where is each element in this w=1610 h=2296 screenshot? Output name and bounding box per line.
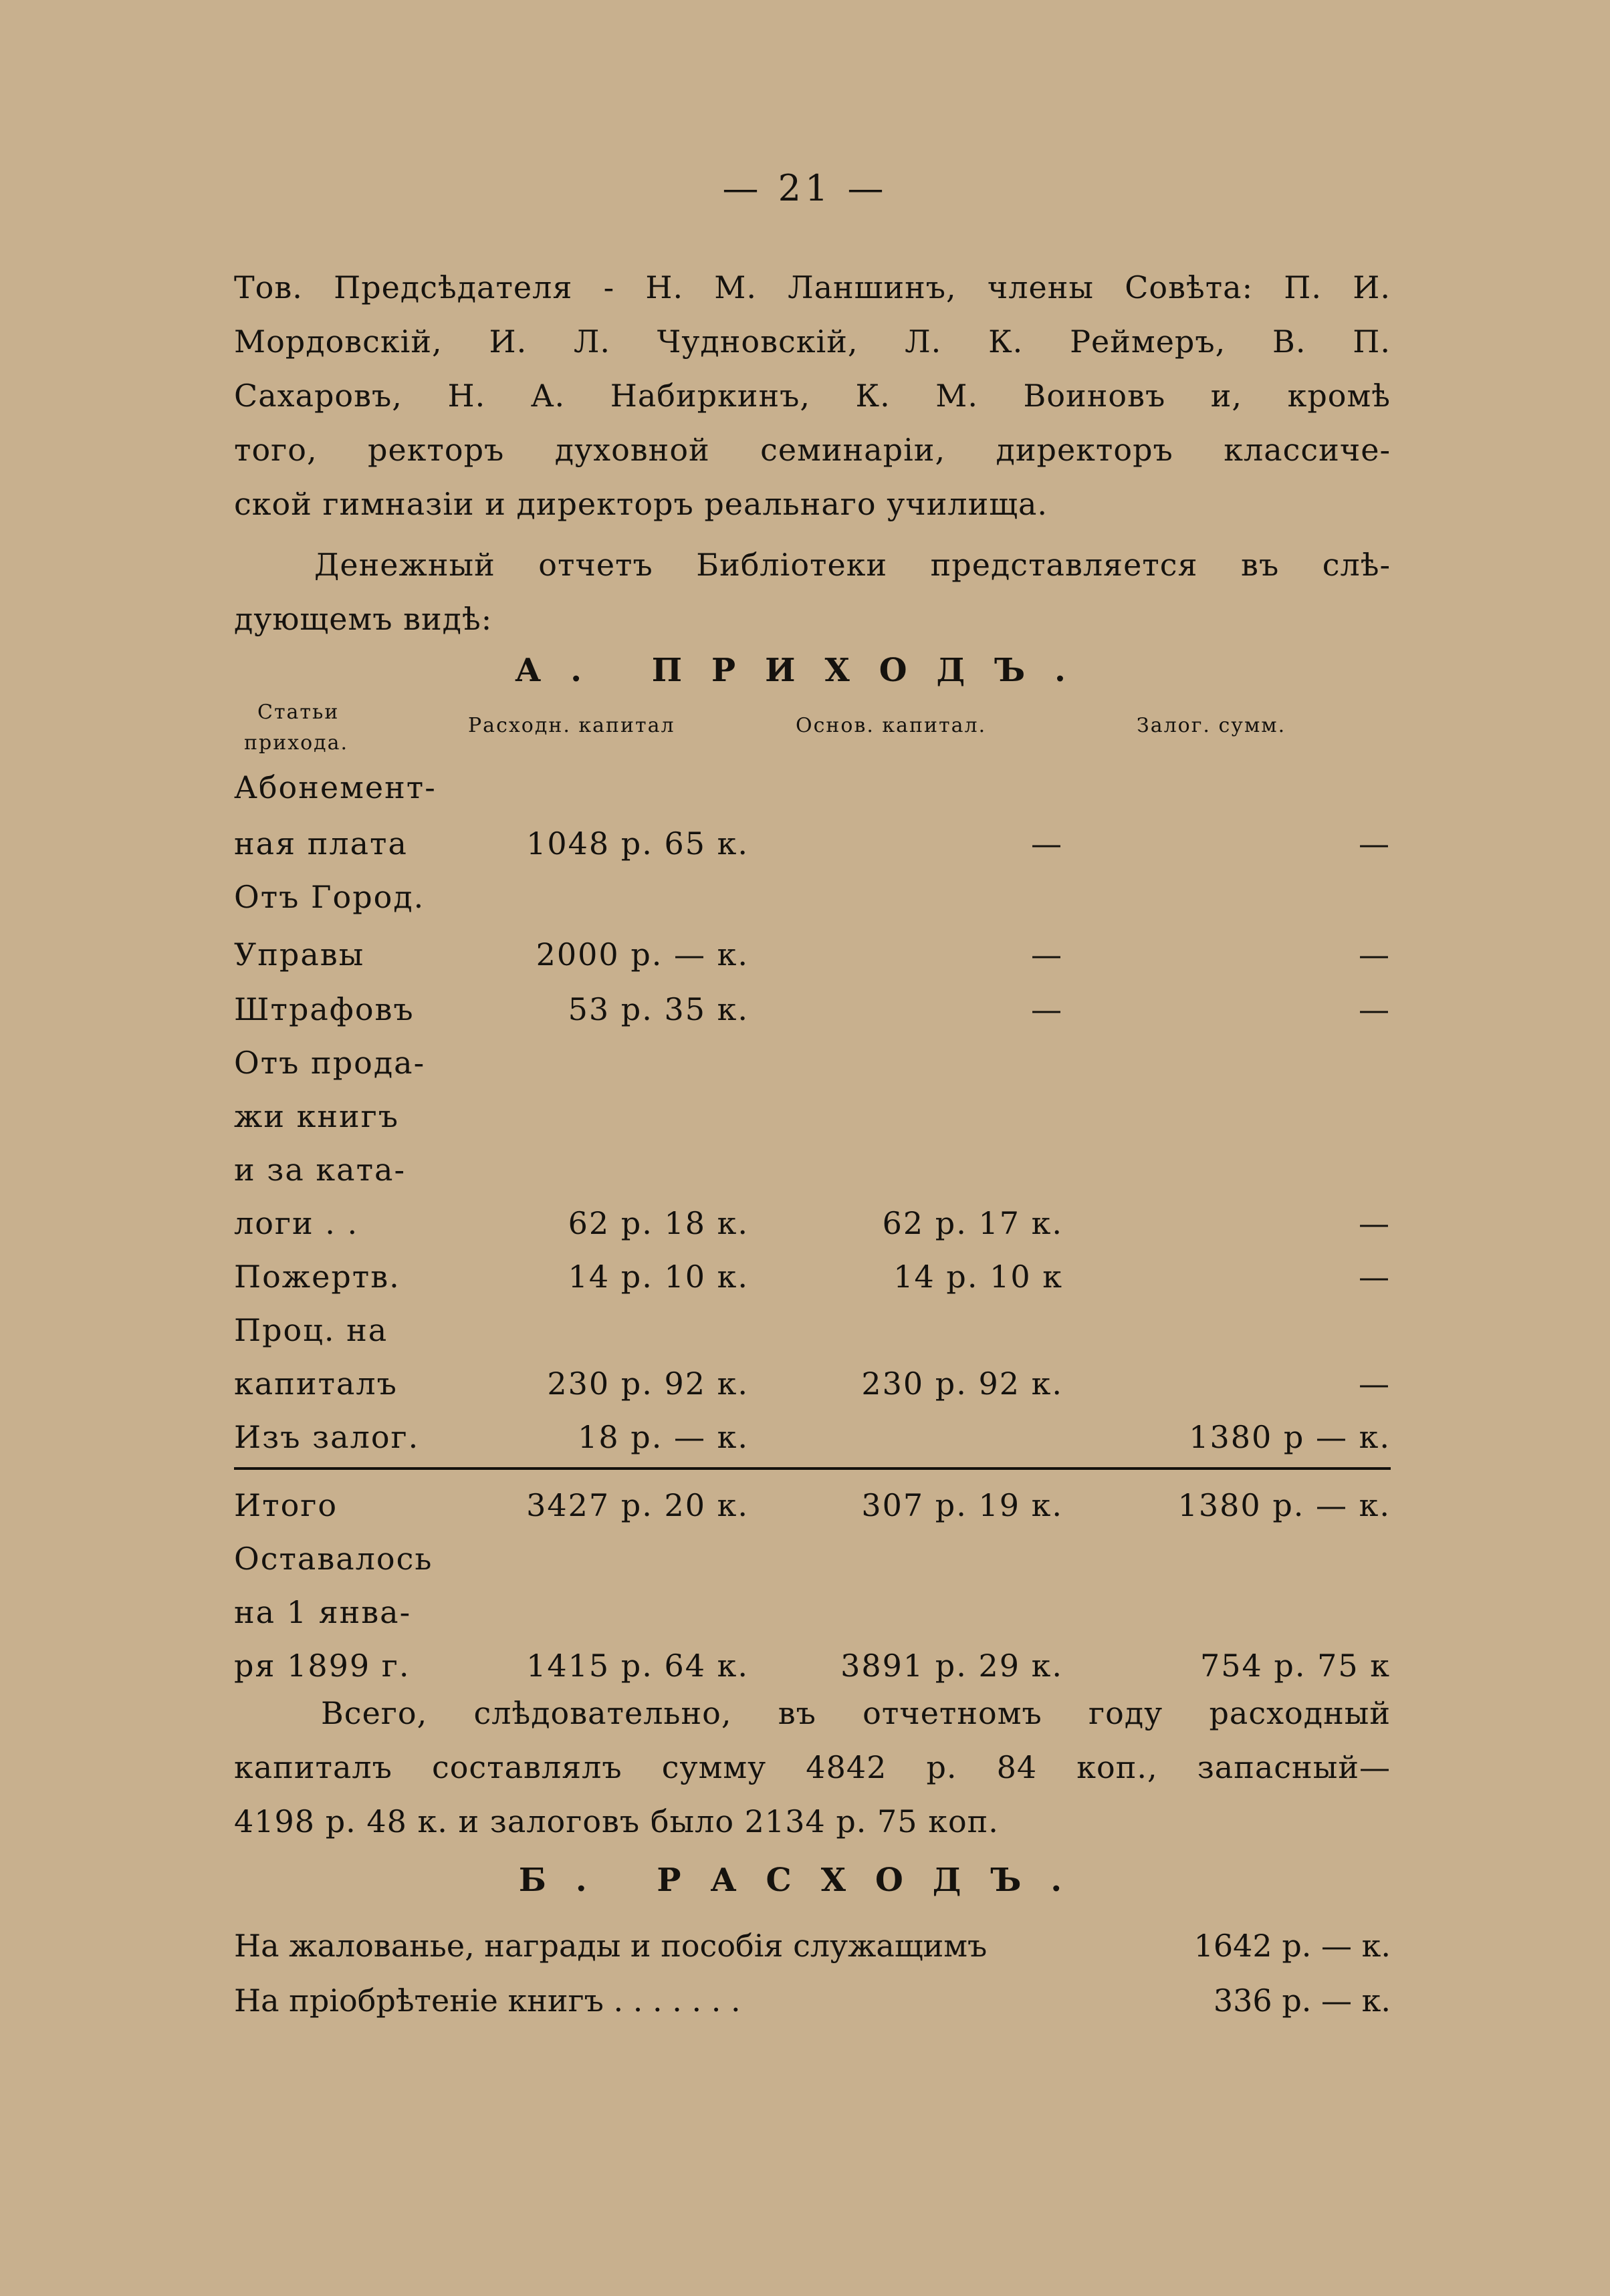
- table-row: [0, 1203, 1610, 1250]
- expense-amount: 1642 р. — к.: [1193, 1928, 1391, 1964]
- row-label: Оставалось: [234, 1541, 433, 1577]
- row-label: Отъ Город.: [234, 879, 425, 915]
- spending-capital-value: 2000 р. — к.: [536, 936, 749, 973]
- total-rule: [234, 1467, 1391, 1470]
- row-label: Штрафовъ: [234, 991, 415, 1027]
- row-label: Пожертв.: [234, 1259, 400, 1295]
- table-row: [0, 767, 1610, 814]
- main-capital-value: 230 р. 92 к.: [861, 1366, 1063, 1402]
- row-label: и за ката-: [234, 1152, 407, 1188]
- row-label: на 1 янва-: [234, 1594, 412, 1630]
- expense-heading: Б. РАСХОДЪ.: [518, 1862, 1092, 1899]
- spending-capital-value: 53 р. 35 к.: [568, 991, 749, 1027]
- text-line: ской гимназіи и директоръ реальнаго училища.: [234, 486, 1048, 522]
- main-capital-value: 307 р. 19 к.: [861, 1487, 1063, 1523]
- text-line: Сахаровъ, Н. А. Набиркинъ, К. М. Воиновъ и, кромѣ: [234, 378, 1391, 414]
- table-row: [0, 1417, 1610, 1464]
- text-line: Денежный отчетъ Библіотеки представляется въ слѣ-: [314, 547, 1391, 583]
- spending-capital-value: 3427 р. 20 к.: [526, 1487, 749, 1523]
- spending-capital-value: 1048 р. 65 к.: [526, 825, 749, 862]
- col-header-deposit: Залог. сумм.: [1137, 714, 1286, 737]
- deposit-sum-value: —: [1359, 936, 1391, 973]
- text-line: Тов. Предсѣдателя - Н. М. Ланшинъ, члены Совѣта: П. И.: [234, 269, 1391, 305]
- main-capital-value: —: [1031, 936, 1063, 973]
- table-row: [0, 1096, 1610, 1143]
- main-capital-value: —: [1031, 991, 1063, 1027]
- report-paragraph: [234, 538, 1391, 646]
- expense-label: На пріобрѣтеніе книгъ . . . . . . .: [234, 1983, 741, 2019]
- table-row: [0, 989, 1610, 1036]
- row-label: Управы: [234, 936, 365, 973]
- row-label: ря 1899 г.: [234, 1648, 411, 1684]
- deposit-sum-value: —: [1359, 825, 1391, 862]
- col-header-items-line2: прихода.: [244, 731, 349, 755]
- deposit-sum-value: —: [1359, 991, 1391, 1027]
- spending-capital-value: 18 р. — к.: [578, 1419, 749, 1455]
- col-header-items-line1: Статьи: [257, 700, 340, 724]
- deposit-sum-value: —: [1359, 1366, 1391, 1402]
- table-row: [0, 934, 1610, 981]
- spending-capital-value: 14 р. 10 к.: [568, 1259, 749, 1295]
- expense-label: На жалованье, награды и пособія служащимъ: [234, 1928, 988, 1964]
- col-header-spending: Расходн. капитал: [468, 714, 675, 737]
- text-line: Всего, слѣдовательно, въ отчетномъ году расходный: [321, 1695, 1391, 1731]
- table-row: [0, 823, 1610, 870]
- income-heading: А. ПРИХОДЪ.: [515, 652, 1095, 689]
- deposit-sum-value: —: [1359, 1205, 1391, 1241]
- row-label: Итого: [234, 1487, 338, 1523]
- text-line: дующемъ видѣ:: [234, 601, 493, 637]
- table-row: [0, 1150, 1610, 1196]
- table-row: [0, 1310, 1610, 1357]
- main-capital-value: —: [1031, 825, 1063, 862]
- table-row: [0, 1592, 1610, 1639]
- col-header-main: Основ. капитал.: [796, 714, 987, 737]
- summary-paragraph: [234, 1686, 1391, 1849]
- table-row: [0, 1257, 1610, 1303]
- table-row: [0, 1539, 1610, 1585]
- text-line: капиталъ составлялъ сумму 4842 р. 84 коп., запасный—: [234, 1749, 1391, 1785]
- row-label: Абонемент-: [234, 769, 437, 805]
- row-label: Проц. на: [234, 1312, 388, 1348]
- intro-paragraph: [234, 261, 1391, 531]
- table-row: [0, 1043, 1610, 1090]
- row-label: капиталъ: [234, 1366, 398, 1402]
- text-line: 4198 р. 48 к. и залоговъ было 2134 р. 75 коп.: [234, 1803, 999, 1839]
- main-capital-value: 3891 р. 29 к.: [840, 1648, 1063, 1684]
- text-line: Мордовскій, И. Л. Чудновскій, Л. К. Реймеръ, В. П.: [234, 324, 1391, 360]
- row-label: жи книгъ: [234, 1098, 400, 1134]
- text-line: того, ректоръ духовной семинаріи, директоръ классиче-: [234, 432, 1391, 468]
- deposit-sum-value: —: [1359, 1259, 1391, 1295]
- main-capital-value: 62 р. 17 к.: [882, 1205, 1063, 1241]
- table-row: [0, 877, 1610, 924]
- deposit-sum-value: 754 р. 75 к: [1199, 1648, 1391, 1684]
- spending-capital-value: 1415 р. 64 к.: [526, 1648, 749, 1684]
- table-row: [0, 1646, 1610, 1692]
- row-label: Изъ залог.: [234, 1419, 420, 1455]
- row-label: ная плата: [234, 825, 408, 862]
- deposit-sum-value: 1380 р. — к.: [1177, 1487, 1391, 1523]
- main-capital-value: 14 р. 10 к: [893, 1259, 1063, 1295]
- table-row: [0, 1364, 1610, 1410]
- page-number: — 21 —: [722, 167, 888, 209]
- expense-amount: 336 р. — к.: [1213, 1983, 1391, 2019]
- table-total-row: [0, 1485, 1610, 1532]
- row-label: логи . .: [234, 1205, 359, 1241]
- spending-capital-value: 62 р. 18 к.: [568, 1205, 749, 1241]
- row-label: Отъ прода-: [234, 1045, 426, 1081]
- spending-capital-value: 230 р. 92 к.: [547, 1366, 749, 1402]
- deposit-sum-value: 1380 р — к.: [1189, 1419, 1391, 1455]
